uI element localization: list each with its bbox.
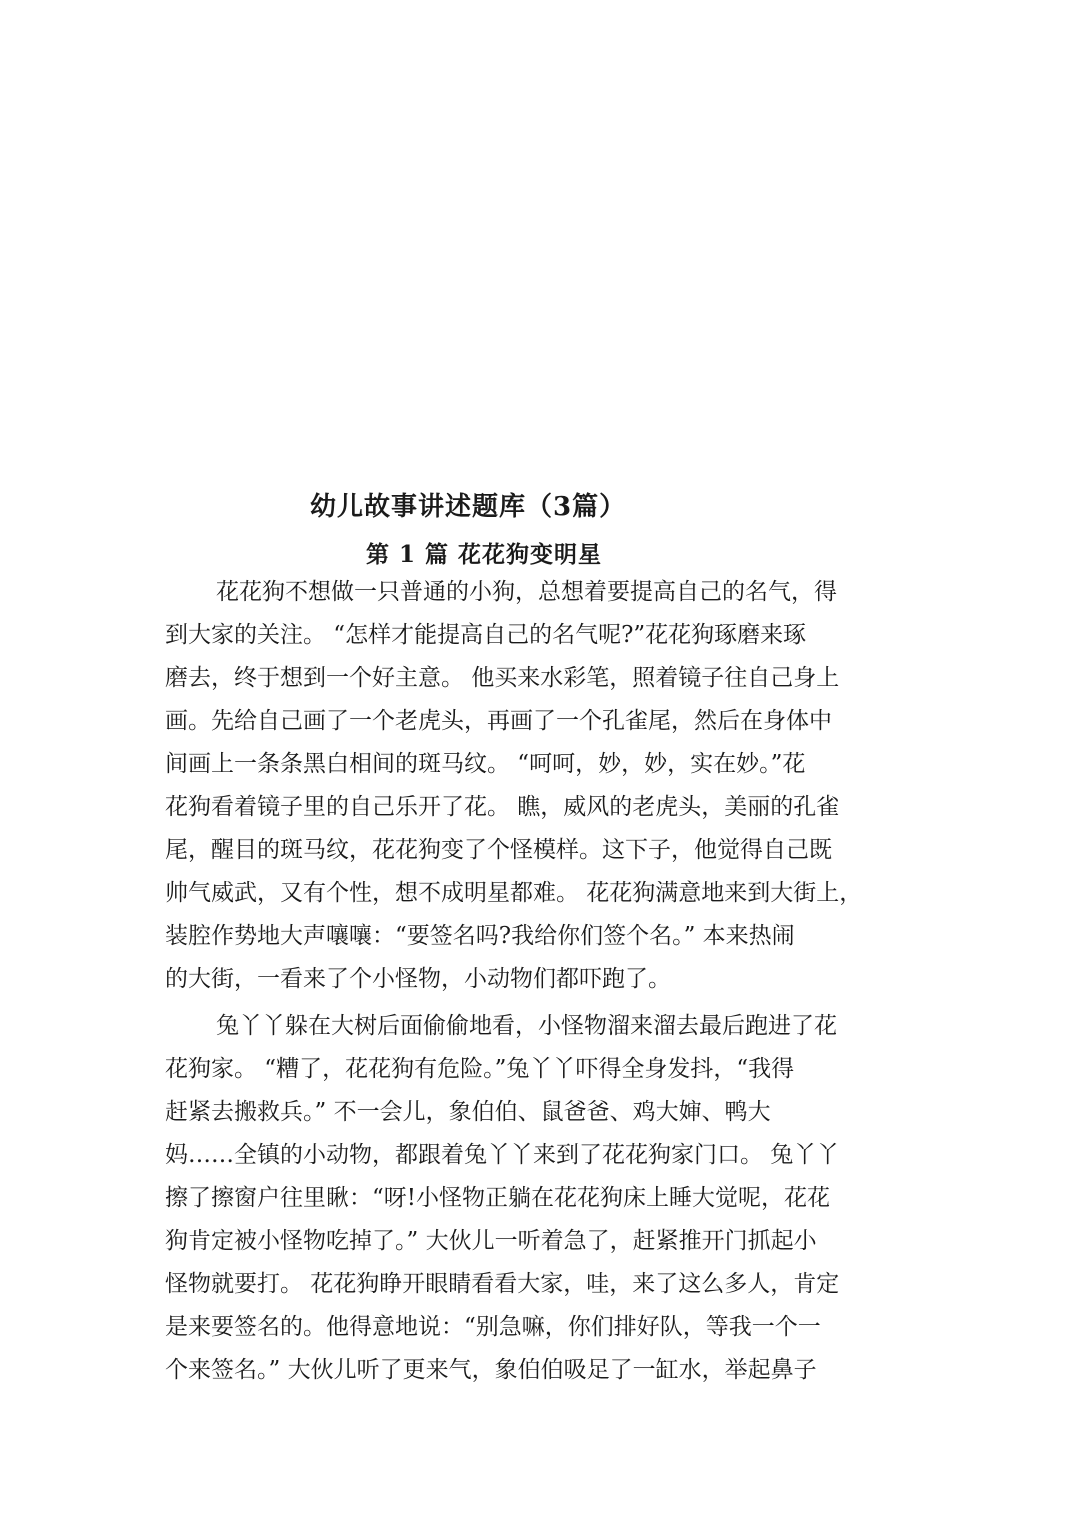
text-line: 是来要签名的。他得意地说：“别急嘛，你们排好队，等我一个一: [165, 1314, 821, 1340]
text-line: 画。先给自己画了一个老虎头，再画了一个孔雀尾，然后在身体中: [165, 708, 832, 734]
text-line: 装腔作势地大声嚷嚷：“要签名吗?我给你们签个名。” 本来热闹: [165, 923, 795, 949]
article-title: 第 1 篇 花花狗变明星: [366, 541, 603, 568]
text-line: 狗肯定被小怪物吃掉了。” 大伙儿一听着急了，赶紧推开门抓起小: [165, 1228, 817, 1254]
text-line: 兔丫丫躲在大树后面偷偷地看，小怪物溜来溜去最后跑进了花: [216, 1013, 837, 1039]
text-line: 妈……全镇的小动物，都跟着兔丫丫来到了花花狗家门口。 兔丫丫: [165, 1142, 840, 1168]
text-line: 间画上一条条黑白相间的斑马纹。 “呵呵，妙，妙，实在妙。”花: [165, 751, 806, 777]
document-title: 幼儿故事讲述题库（3篇）: [310, 492, 627, 522]
text-line: 的大街，一看来了个小怪物，小动物们都吓跑了。: [165, 966, 671, 992]
text-line: 擦了擦窗户往里瞅：“呀!小怪物正躺在花花狗床上睡大觉呢，花花: [165, 1185, 831, 1211]
text-line: 花狗家。 “糟了，花花狗有危险。”兔丫丫吓得全身发抖，“我得: [165, 1056, 795, 1082]
text-line: 尾，醒目的斑马纹，花花狗变了个怪模样。这下子，他觉得自己既: [165, 837, 832, 863]
text-line: 帅气威武，又有个性，想不成明星都难。 花花狗满意地来到大街上，: [165, 880, 863, 906]
text-line: 个来签名。” 大伙儿听了更来气，象伯伯吸足了一缸水，举起鼻子: [165, 1357, 817, 1383]
text-line: 赶紧去搬救兵。” 不一会儿，象伯伯、鼠爸爸、鸡大婶、鸭大: [165, 1099, 771, 1125]
text-line: 花狗看着镜子里的自己乐开了花。 瞧，威风的老虎头，美丽的孔雀: [165, 794, 840, 820]
text-line: 磨去，终于想到一个好主意。 他买来水彩笔，照着镜子往自己身上: [165, 665, 840, 691]
text-line: 到大家的关注。 “怎样才能提高自己的名气呢?”花花狗琢磨来琢: [165, 622, 807, 648]
text-line: 怪物就要打。 花花狗睁开眼睛看看大家，哇，来了这么多人，肯定: [165, 1271, 840, 1297]
text-line: 花花狗不想做一只普通的小狗，总想着要提高自己的名气，得: [216, 579, 837, 605]
